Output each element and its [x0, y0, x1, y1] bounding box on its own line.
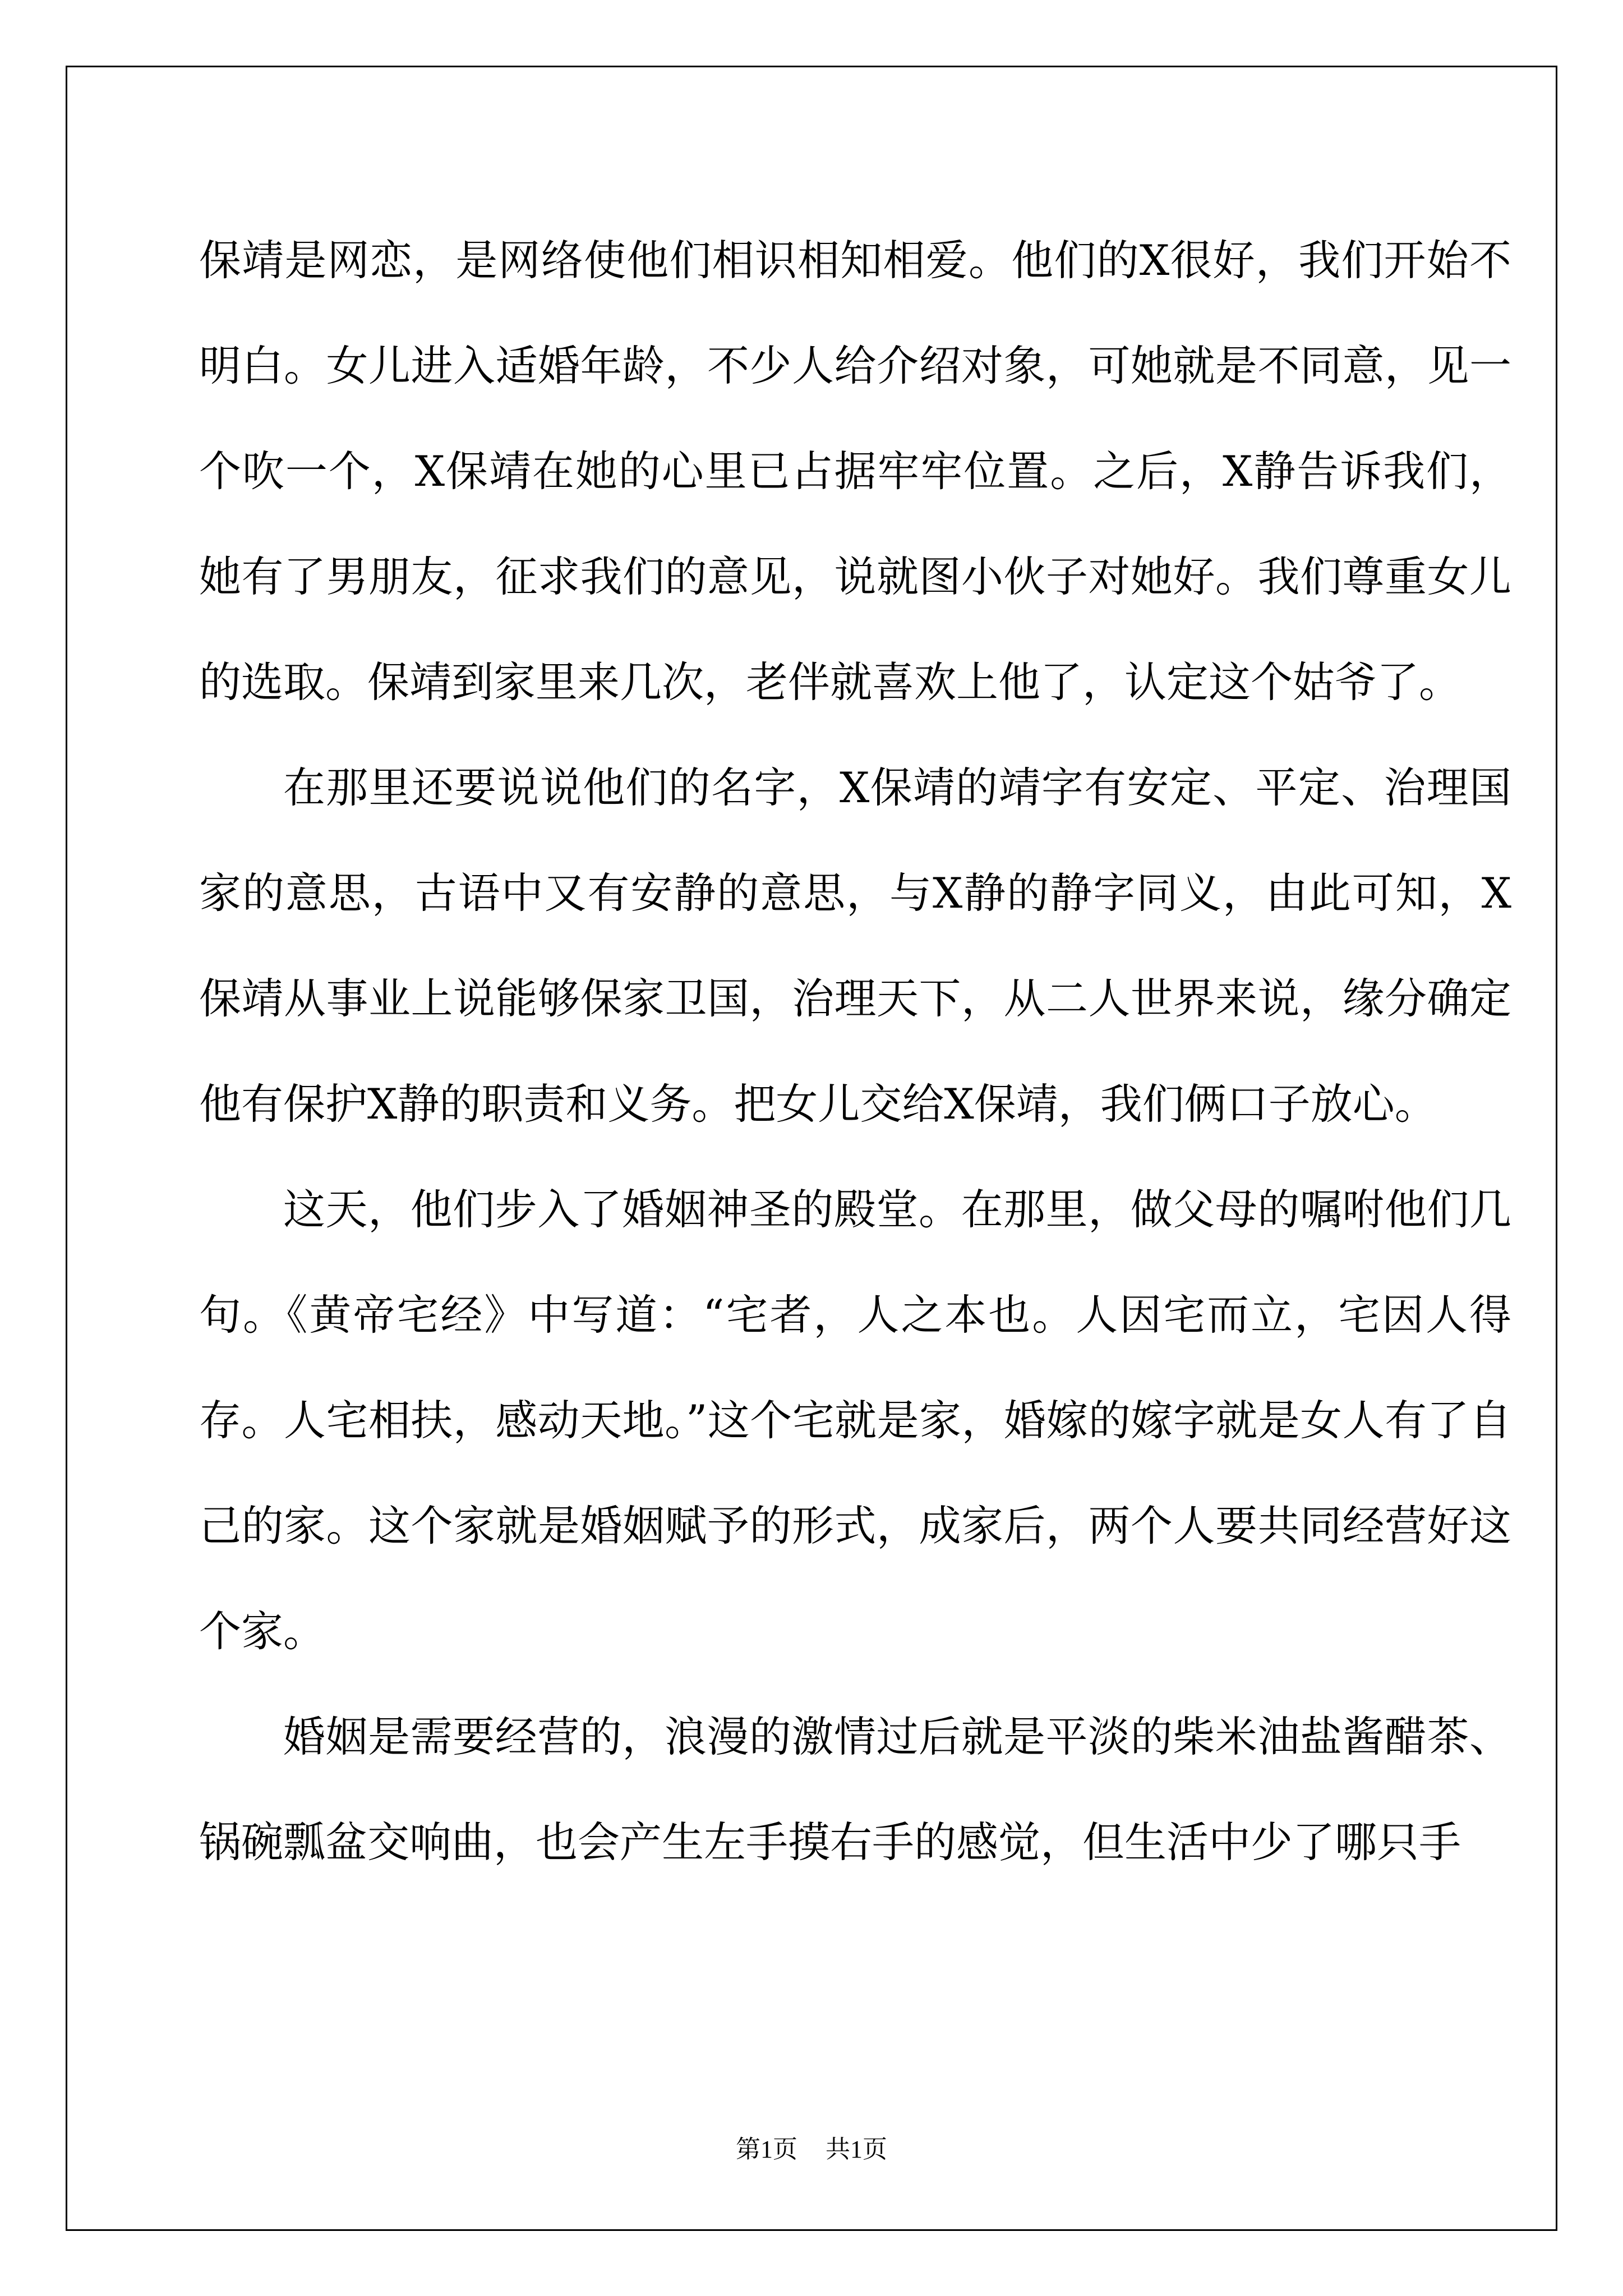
- paragraph-3: 这天，他们步入了婚姻神圣的殿堂。在那里，做父母的嘱咐他们几句。《黄帝宅经》中写道：“宅者，人之本也。人因宅而立，宅因人得存。人宅相扶，感动天地。”这个宅就是家，婚嫁的嫁字就是女人有了自己的家。这个家就是婚姻赋予的形式，成家后，两个人要共同经营好这个家。: [199, 1185, 1511, 1656]
- paragraph-2: 在那里还要说说他们的名字，X保靖的靖字有安定、平定、治理国家的意思，古语中又有安静的意思，与X静的静字同义，由此可知，X保靖从事业上说能够保家卫国，治理天下，从二人世界来说，缘分确定他有保护X静的职责和义务。把女儿交给X保靖，我们俩口子放心。: [199, 763, 1511, 1129]
- page-footer: [0, 2129, 1623, 2165]
- document-body: [199, 208, 1511, 1895]
- paragraph-4: 婚姻是需要经营的，浪漫的激情过后就是平淡的柴米油盐酱醋茶、锅碗瓢盆交响曲，也会产生左手摸右手的感觉，但生活中少了哪只手: [199, 1712, 1511, 1867]
- page-total: 共1页: [826, 2136, 887, 2163]
- page-number: 第1页: [736, 2136, 797, 2163]
- paragraph-1: 保靖是网恋，是网络使他们相识相知相爱。他们的X很好，我们开始不明白。女儿进入适婚年龄，不少人给介绍对象，可她就是不同意，见一个吹一个，X保靖在她的心里已占据牢牢位置。之后，X静告诉我们，她有了男朋友，征求我们的意见，说就图小伙子对她好。我们尊重女儿的选取。保靖到家里来几次，老伴就喜欢上他了，认定这个姑爷了。: [199, 236, 1511, 707]
